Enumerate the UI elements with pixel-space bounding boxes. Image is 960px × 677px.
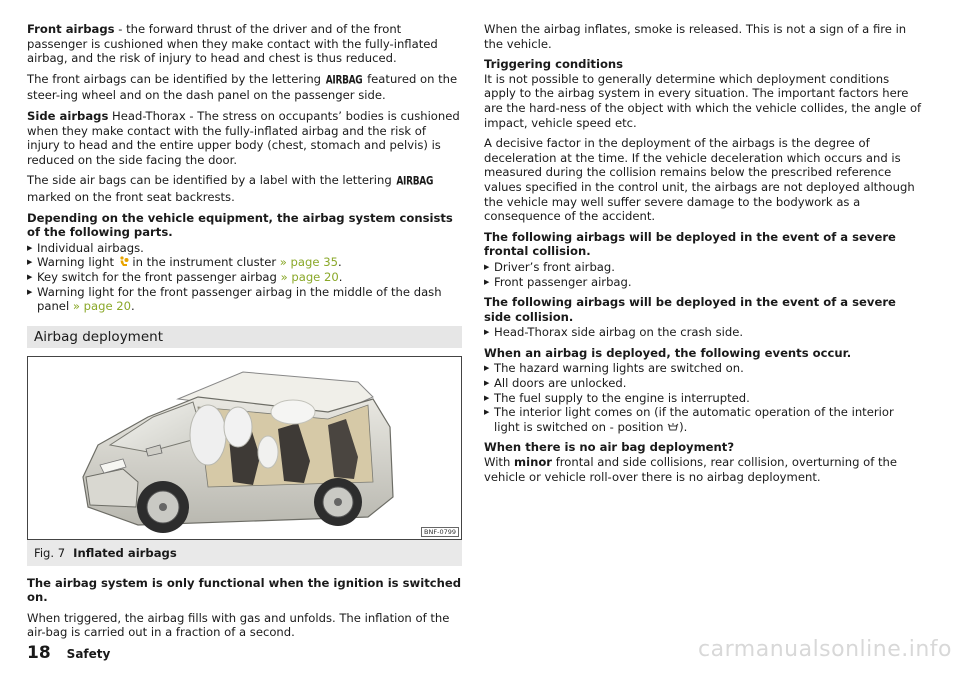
airbag-lettering-icon: AIRBAG xyxy=(396,176,434,189)
triggering-paragraph: It is not possible to generally determine which deployment conditions apply to the airbag system in every situation. The important factors here are the hard-ness of the object with which the vehicle collides, the angle of impact, vehicle speed etc. xyxy=(484,71,922,130)
airbag-figure xyxy=(27,356,462,540)
events-heading: When an airbag is deployed, the following events occur. xyxy=(484,345,852,360)
page-link[interactable]: » page 20 xyxy=(280,269,339,284)
side-airbags-id-paragraph xyxy=(27,173,462,204)
text: The interior light comes on (if the automatic operation of the interior light is switched on - position xyxy=(494,405,894,434)
list-item: ▶ The hazard warning lights are switched on. xyxy=(484,361,922,376)
right-column xyxy=(484,22,922,490)
side-airbags-paragraph xyxy=(27,109,462,167)
list-item: ▶ Key switch for the front passenger airbag » page 20. xyxy=(27,270,462,285)
text: in the instrument cluster xyxy=(128,255,280,270)
triggered-paragraph: When triggered, the airbag fills with gas and unfolds. The inflation of the air-bag is carried out in a fraction of a second. xyxy=(27,610,450,640)
front-airbags-id-paragraph xyxy=(27,72,462,103)
figure-title: Inflated airbags xyxy=(73,545,177,560)
list-item: ▶ Driver’s front airbag. xyxy=(484,260,922,275)
text: The front airbags can be identified by the lettering xyxy=(27,71,325,86)
text: ). xyxy=(679,419,688,434)
text: Warning light for the front passenger airbag in the middle of the dash panel xyxy=(37,284,442,314)
equipment-list xyxy=(27,241,462,314)
list-item: ▶ The fuel supply to the engine is interrupted. xyxy=(484,391,922,406)
smoke-paragraph: When the airbag inflates, smoke is released. This is not a sign of a fire in the vehicle. xyxy=(484,22,907,51)
figure-number: Fig. 7 xyxy=(34,545,66,560)
frontal-list xyxy=(484,260,922,289)
section-name: Safety xyxy=(66,647,111,661)
text: Warning light xyxy=(37,255,118,270)
front-airbags-text: - the forward thrust of the driver and of the front passenger is cushioned when they make contact with the fully-inflated airbag, and the risk of injury to head and chest is thus reduced. xyxy=(27,22,438,66)
frontal-heading: The following airbags will be deployed in the event of a severe frontal collision. xyxy=(484,229,896,259)
term-front-airbags: Front airbags xyxy=(27,22,115,36)
page-footer xyxy=(27,643,110,663)
text: Head-Thorax - The stress on occupants’ bodies is cushioned when they make contact with the fully-inflated airbag and the risk of injury to head and the entire upper body (chest, stomach and pelvis) is reduced on the side facing the door. xyxy=(27,108,460,167)
list-item xyxy=(484,405,922,434)
side-heading: The following airbags will be deployed in the event of a severe side collision. xyxy=(484,295,896,324)
front-airbags-paragraph xyxy=(27,22,462,66)
equipment-heading: Depending on the vehicle equipment, the airbag system consists of the following parts. xyxy=(27,210,453,240)
text: The side air bags can be identified by a label with the lettering xyxy=(27,173,396,188)
no-deploy-paragraph xyxy=(484,455,922,484)
list-item xyxy=(27,241,462,256)
term-side-airbags: Side airbags xyxy=(27,108,109,123)
triggering-heading: Triggering conditions xyxy=(484,57,624,72)
figure-caption xyxy=(27,540,462,566)
text: frontal and side collisions, rear collision, overturning of the vehicle or vehicle roll-over there is no airbag deployment. xyxy=(484,455,898,484)
airbag-lettering-icon: AIRBAG xyxy=(325,74,363,87)
figure-code: BNF-0799 xyxy=(421,527,459,537)
list-item: ▶ Front passenger airbag. xyxy=(484,275,922,290)
page-link[interactable]: » page 35 xyxy=(279,255,338,270)
text: With xyxy=(484,455,515,470)
watermark: carmanualsonline.info xyxy=(698,637,952,662)
text: minor xyxy=(514,455,553,470)
list-item: ▶ Warning light for the front passenger airbag in the middle of the dash panel » page 20. xyxy=(27,285,462,314)
events-list xyxy=(484,361,922,434)
list-item: ▶ All doors are unlocked. xyxy=(484,376,922,391)
page-number: 18 xyxy=(27,643,51,663)
section-heading: Airbag deployment xyxy=(27,326,462,348)
text: Individual airbags. xyxy=(37,240,144,255)
text: featured on the steer-ing wheel and on the dash panel on the passenger side. xyxy=(27,71,458,103)
text: Key switch for the front passenger airbag xyxy=(37,269,281,284)
side-list xyxy=(484,325,922,340)
airbag-warning-icon xyxy=(118,256,129,268)
decisive-paragraph: A decisive factor in the deployment of the airbags is the degree of deceleration at the time. If the vehicle deceleration which occurs and is measured during the collision remains below the prescribed reference values specified in the control unit, the airbags are not deployed although the vehicle may well suffer severe damage to the bodywork as a consequence of the accident. xyxy=(484,136,915,224)
page-link[interactable]: » page 20 xyxy=(72,299,132,314)
list-item: ▶ Head-Thorax side airbag on the crash side. xyxy=(484,325,922,340)
functional-heading: The airbag system is only functional when the ignition is switched on. xyxy=(27,575,462,605)
left-column xyxy=(27,22,462,646)
interior-light-icon xyxy=(667,423,679,433)
car-airbag-illustration xyxy=(28,357,461,539)
list-item: ▶ Warning light in the instrument cluster » page 35. xyxy=(27,255,462,270)
text: marked on the front seat backrests. xyxy=(27,189,235,204)
no-deploy-heading: When there is no air bag deployment? xyxy=(484,440,735,455)
